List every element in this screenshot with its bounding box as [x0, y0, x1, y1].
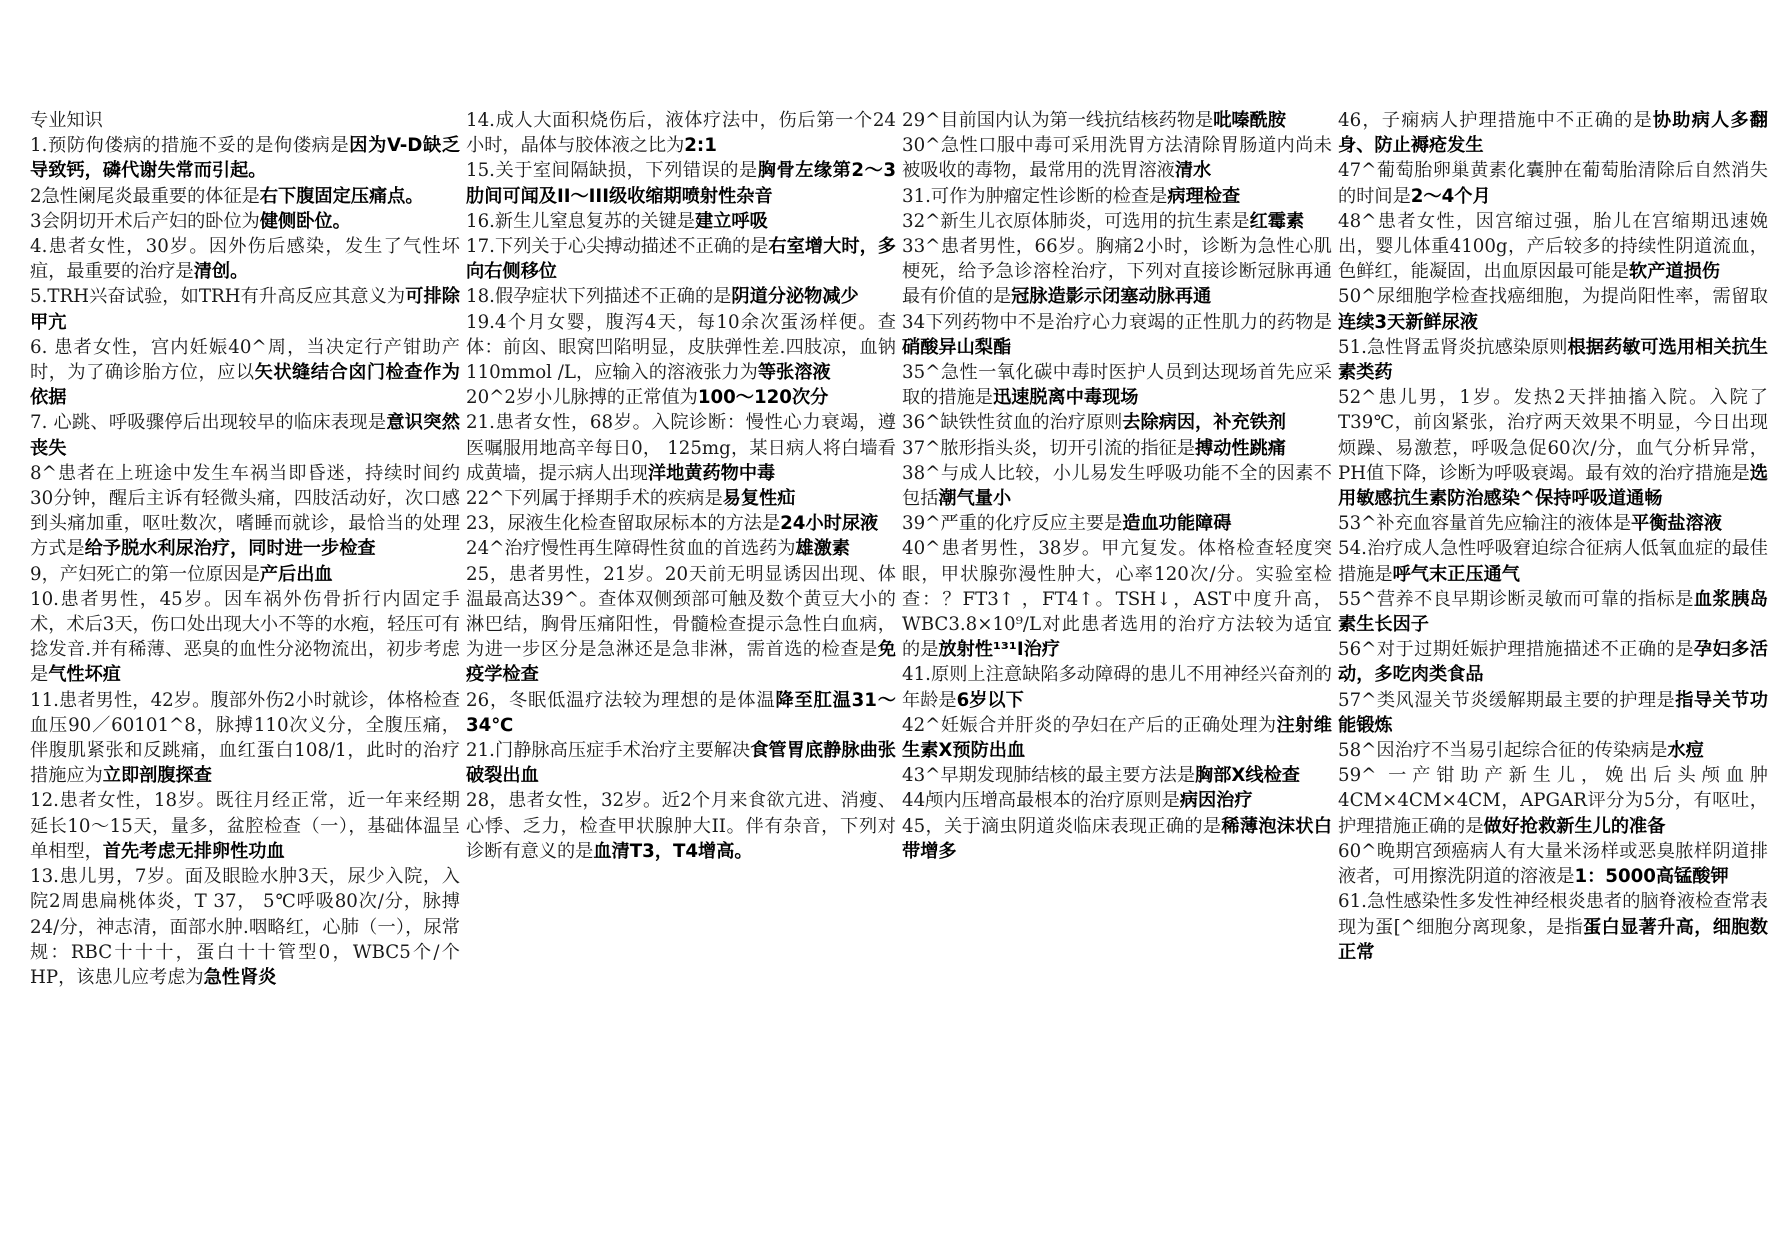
answer-text: 红霉素 — [1249, 210, 1305, 232]
answer-text: 2:1 — [684, 135, 717, 157]
answer-text: 矢状缝结合囟门检查作为依据 — [30, 362, 460, 409]
question-text: 23，尿液生化检查留取尿标本的方法是 — [466, 513, 781, 535]
question-text: 53^补充血容量首先应输注的液体是 — [1338, 513, 1632, 535]
answer-text: 协助病人多翻身、防止褥疮发生 — [1338, 110, 1768, 157]
question-text: 48^患者女性，因宫缩过强，胎儿在宫缩期迅速娩出，婴儿体重4100g，产后较多的持续性阴道流血，色鲜红，能凝固，出血原因最可能是 — [1338, 210, 1768, 283]
question-text: 17.下列关于心尖搏动描述不正确的是 — [466, 236, 769, 258]
document-page — [30, 108, 1768, 1208]
question-entry — [466, 158, 896, 208]
question-entry — [1338, 688, 1768, 738]
answer-text: 100～120次分 — [697, 387, 829, 409]
answer-text: 6岁以下 — [956, 689, 1024, 711]
answer-text: 硝酸异山梨酯 — [902, 336, 1012, 358]
answer-text: 降至肛温31～34℃ — [466, 689, 896, 736]
question-entry — [902, 662, 1332, 712]
question-entry — [466, 536, 896, 561]
answer-text: 去除病因，补充铁剂 — [1122, 412, 1286, 434]
answer-text: 食管胃底静脉曲张破裂出血 — [466, 740, 896, 787]
answer-text: 给予脱水利尿治疗，同时进一步检查 — [84, 538, 376, 560]
question-entry — [902, 461, 1332, 511]
question-entry — [1338, 284, 1768, 334]
column-1 — [30, 108, 460, 1208]
question-text: 2急性阑尾炎最重要的体征是 — [30, 185, 260, 207]
question-entry — [466, 511, 896, 536]
answer-text: 连续3天新鲜尿液 — [1338, 311, 1478, 333]
question-entry — [466, 234, 896, 284]
question-entry — [902, 763, 1332, 788]
question-entry — [1338, 158, 1768, 208]
answer-text: 潮气量小 — [938, 488, 1012, 510]
answer-text: 孕妇多活动，多吃肉类食品 — [1338, 639, 1768, 686]
answer-text: 稀薄泡沫状白带增多 — [902, 815, 1332, 862]
question-entry — [30, 587, 460, 688]
question-entry — [30, 234, 460, 284]
question-text: 35^急性一氧化碳中毒时医护人员到达现场首先应采取的措施是 — [902, 362, 1332, 409]
answer-text: 蛋白显著升高，细胞数正常 — [1338, 916, 1768, 963]
question-text: 43^早期发现肺结核的最主要方法是 — [902, 765, 1196, 787]
question-entry — [466, 410, 896, 486]
answer-text: 雄激素 — [795, 538, 850, 560]
question-text: 25，患者男性，21岁。20天前无明显诱因出现、体温最高达39^。查体双侧颈部可触及数个黄豆大小的淋巴结，胸骨压痛阳性，骨髓检查提示急性白血病，为进一步区分是急淋还是急非淋，需首选的检查是 — [466, 563, 896, 661]
answer-text: 注射维生素X预防出血 — [902, 714, 1332, 762]
question-entry — [902, 814, 1332, 864]
question-entry — [466, 385, 896, 410]
question-text: 58^因治疗不当易引起综合征的传染病是 — [1338, 740, 1668, 762]
answer-text: 清水 — [1174, 160, 1212, 182]
question-entry — [902, 184, 1332, 209]
question-entry — [30, 410, 460, 460]
question-text: 28，患者女性，32岁。近2个月来食欲亢进、消瘦、心悸、乏力，检查甲状腺肿大II。伴有杂音，下列对诊断有意义的是 — [466, 790, 896, 862]
answer-text: 清创。 — [193, 261, 249, 283]
question-text: 5.TRH兴奋试验，如TRH有升高反应其意义为 — [30, 286, 406, 308]
question-text: 1.预防佝偻病的措施不妥的是佝偻病是 — [30, 135, 350, 157]
question-text: 11.患者男性，42岁。腹部外伤2小时就诊，体格检查血压90／60101^8，脉搏110次义分，全腹压痛，伴腹肌紧张和反跳痛，血红蛋白108/1，此时的治疗措施应为 — [30, 689, 460, 787]
question-text: 40^患者男性，38岁。甲亢复发。体格检查轻度突眼，甲状腺弥漫性肿大，心率120次/分。实验室检查：？FT3↑ ，FT4↑。TSH↓，AST中度升高，WBC3.8×10⁹/L对此患者选用的治疗方法较为适宜的是 — [902, 538, 1332, 661]
question-text: 29^目前国内认为第一线抗结核药物是 — [902, 110, 1214, 131]
question-entry — [902, 511, 1332, 536]
question-entry — [1338, 536, 1768, 586]
question-entry — [902, 713, 1332, 763]
question-text: 24^治疗慢性再生障碍性贫血的首选药为 — [466, 538, 796, 560]
question-text: 36^缺铁性贫血的治疗原则 — [902, 412, 1123, 434]
question-entry — [30, 209, 460, 234]
answer-text: 等张溶液 — [757, 362, 831, 384]
question-text: 21.门静脉高压症手术治疗主要解决 — [466, 740, 751, 762]
answer-text: 可排除甲亢 — [30, 286, 460, 333]
question-entry — [30, 688, 460, 789]
question-entry — [1338, 889, 1768, 965]
answer-text: 首先考虑无排卵性功血 — [102, 840, 285, 862]
answer-text: 立即剖腹探查 — [102, 765, 212, 787]
column-3 — [902, 108, 1332, 1208]
column-4 — [1338, 108, 1768, 1208]
question-entry — [902, 360, 1332, 410]
question-text: 26，冬眠低温疗法较为理想的是体温 — [466, 689, 776, 711]
question-text: 16.新生儿窒息复苏的关键是 — [466, 210, 695, 232]
question-entry — [466, 108, 896, 158]
answer-text: 急性肾炎 — [203, 966, 277, 988]
question-text: 42^妊娠合并肝炎的孕妇在产后的正确处理为 — [902, 714, 1277, 736]
answer-text: 因为V-D缺乏导致钙，磷代谢失常而引起。 — [30, 135, 460, 182]
question-entry — [1338, 839, 1768, 889]
question-entry — [30, 562, 460, 587]
answer-text: 根据药敏可选用相关抗生素类药 — [1338, 336, 1768, 384]
answer-text: 吡嗪酰胺 — [1213, 110, 1286, 131]
question-text: 4.患者女性，30岁。因外伤后感染，发生了气性坏疽，最重要的治疗是 — [30, 236, 460, 283]
question-entry — [1338, 335, 1768, 385]
answer-text: 产后出血 — [259, 563, 333, 585]
question-entry — [466, 688, 896, 738]
question-entry — [902, 436, 1332, 461]
question-entry — [1338, 209, 1768, 285]
question-text: 20^2岁小儿脉搏的正常值为 — [466, 387, 698, 409]
question-entry — [466, 738, 896, 788]
question-text: 61.急性感染性多发性神经根炎患者的脑脊液检查常表现为蛋[^细胞分离现象，是指 — [1338, 891, 1768, 938]
answer-text: 右下腹固定压痛点。 — [259, 185, 424, 207]
question-text: 6. 患者女性，宫内妊娠40^周，当决定行产钳助产时，为了确诊胎方位，应以 — [30, 336, 460, 384]
answer-text: 做好抢救新生儿的准备 — [1483, 815, 1666, 837]
answer-text: 病理检查 — [1167, 185, 1241, 207]
question-entry — [1338, 738, 1768, 763]
answer-text: 气性坏疽 — [48, 664, 121, 686]
question-entry — [1338, 385, 1768, 511]
question-text: 32^新生儿衣原体肺炎，可选用的抗生素是 — [902, 210, 1250, 232]
question-entry — [902, 209, 1332, 234]
question-entry — [30, 133, 460, 183]
question-entry — [1338, 108, 1768, 158]
question-entry — [1338, 637, 1768, 687]
question-text: 34下列药物中不是治疗心力衰竭的正性肌力的药物是 — [902, 311, 1332, 333]
question-entry — [902, 310, 1332, 360]
question-entry — [902, 788, 1332, 813]
question-text: 60^晚期宫颈癌病人有大量米汤样或恶臭脓样阴道排液者，可用擦洗阴道的溶液是 — [1338, 840, 1768, 888]
column-2 — [466, 108, 896, 1208]
question-text: 38^与成人比较，小儿易发生呼吸功能不全的因素不包括 — [902, 462, 1332, 510]
question-text: 50^尿细胞学检查找癌细胞，为提尚阳性率，需留取 — [1338, 286, 1768, 308]
question-text: 19.4个月女婴，腹泻4天，每10余次蛋汤样便。查体：前囟、眼窝凹陷明显，皮肤弹性差.四肢凉，血钠110mmol /L，应输入的溶液张力为 — [466, 311, 896, 384]
answer-text: 呼气末正压通气 — [1392, 563, 1520, 585]
answer-text: 迅速脱离中毒现场 — [992, 387, 1139, 409]
question-entry — [902, 536, 1332, 662]
question-text: 8^患者在上班途中发生车祸当即昏迷，持续时间约30分钟，醒后主诉有轻微头痛，四肢活动好，次口感到头痛加重，呕吐数次，嗜睡而就诊，最恰当的处理方式是 — [30, 462, 460, 560]
question-text: 37^脓形指头炎，切开引流的指征是 — [902, 437, 1196, 459]
question-entry — [30, 184, 460, 209]
question-entry — [30, 461, 460, 562]
answer-text: 搏动性跳痛 — [1195, 437, 1286, 459]
question-text: 15.关于室间隔缺损，下列错误的是 — [466, 160, 758, 182]
answer-text: 右室增大时，多向右侧移位 — [466, 236, 896, 283]
answer-text: 建立呼吸 — [695, 210, 768, 232]
question-text: 39^严重的化疗反应主要是 — [902, 513, 1123, 535]
answer-text: 易复性疝 — [722, 488, 796, 510]
answer-text: 胸部X线检查 — [1195, 765, 1300, 787]
question-entry — [30, 864, 460, 990]
answer-text: 选用敏感抗生素防治感染^保持呼吸道通畅 — [1338, 462, 1768, 510]
answer-text: 指导关节功能锻炼 — [1338, 689, 1768, 736]
question-entry — [466, 310, 896, 386]
question-entry — [902, 108, 1332, 133]
question-entry — [466, 209, 896, 234]
question-entry — [466, 284, 896, 309]
question-text: 12.患者女性，18岁。既往月经正常，近一年来经期延长10～15天，量多，盆腔检查（一），基础体温呈单相型， — [30, 790, 460, 862]
question-text: 7. 心跳、呼吸骤停后出现较早的临床表现是 — [30, 412, 387, 434]
question-entry — [1338, 511, 1768, 536]
question-text: 56^对于过期妊娠护理措施描述不正确的是 — [1338, 639, 1694, 661]
answer-text: 病因治疗 — [1179, 790, 1253, 812]
question-text: 45，关于滴虫阴道炎临床表现正确的是 — [902, 815, 1222, 837]
answer-text: 水痘 — [1667, 740, 1704, 762]
question-entry — [466, 562, 896, 688]
answer-text: 洋地黄药物中毒 — [647, 462, 776, 484]
answer-text: 意识突然丧失 — [30, 412, 460, 459]
question-text: 13.患儿男，7岁。面及眼睑水肿3天，尿少入院，入院2周患扁桃体炎，T 37， 5℃呼吸80次/分，脉搏24/分，神志清，面部水肿.咽略红，心肺（一），尿常规：RBC十十十，蛋白十十管型0，WBC5个/个HP，该患儿应考虑为 — [30, 866, 460, 988]
question-text: 22^下列属于择期手术的疾病是 — [466, 488, 723, 510]
answer-text: 血清T3，T4增高。 — [593, 840, 753, 862]
answer-text: 阴道分泌物减少 — [731, 286, 859, 308]
answer-text: 软产道损伤 — [1629, 261, 1720, 283]
question-text: 52^患儿男，1岁。发热2天拌抽搐入院。入院了T39℃，前囟紧张，治疗两天效果不明显，今日出现烦躁、易激惹，呼吸急促60次/分，血气分析异常， PH值下降，诊断为呼吸衰竭。最有效的治疗措施是 — [1338, 387, 1768, 484]
question-text: 18.假孕症状下列描述不正确的是 — [466, 286, 732, 308]
question-entry — [30, 335, 460, 411]
question-text: 14.成人大面积烧伤后，液体疗法中，伤后第一个24小时，晶体与胶体液之比为 — [466, 110, 896, 157]
answer-text: 血浆胰岛素生长因子 — [1338, 588, 1768, 636]
question-text: 59^ 一产钳助产新生儿，娩出后头颅血肿4CM×4CM×4CM，APGAR评分为5分，有呕吐，护理措施正确的是 — [1338, 765, 1768, 837]
answer-text: 造血功能障碍 — [1122, 513, 1232, 535]
question-text: 54.治疗成人急性呼吸窘迫综合征病人低氧血症的最佳措施是 — [1338, 538, 1768, 585]
answer-text: 放射性¹³¹I治疗 — [938, 639, 1060, 661]
question-entry — [1338, 763, 1768, 839]
question-entry — [1338, 587, 1768, 637]
question-text: 31.可作为肿瘤定性诊断的检查是 — [902, 185, 1168, 207]
question-text: 41.原则上注意缺陷多动障碍的患儿不用神经兴奋剂的年龄是 — [902, 664, 1332, 711]
question-text: 51.急性肾盂肾炎抗感染原则 — [1338, 336, 1568, 358]
question-text: 9，产妇死亡的第一位原因是 — [30, 563, 260, 585]
answer-text: 24小时尿液 — [780, 513, 879, 535]
answer-text: 健侧卧位。 — [259, 210, 351, 232]
answer-text: 平衡盐溶液 — [1631, 513, 1722, 535]
question-text: 47^葡萄胎卵巢黄素化囊肿在葡萄胎清除后自然消失的时间是 — [1338, 160, 1768, 207]
question-text: 30^急性口服中毒可采用洗胃方法清除胃肠道内尚未被吸收的毒物，最常用的洗胃溶液 — [902, 135, 1332, 182]
question-entry — [902, 410, 1332, 435]
question-text: 46，子痫病人护理措施中不正确的是 — [1338, 110, 1653, 131]
document-heading: 专业知识 — [30, 110, 103, 131]
question-entry — [30, 284, 460, 334]
question-text: 3会阴切开术后产妇的卧位为 — [30, 210, 260, 232]
answer-text: 冠脉造影示闭塞动脉再通 — [1011, 286, 1212, 308]
question-entry — [466, 486, 896, 511]
question-text: 10.患者男性，45岁。因车祸外伤骨折行内固定手术，术后3天，伤口处出现大小不等的水疱，轻压可有捻发音.并有稀薄、恶臭的血性分泌物流出，初步考虑是 — [30, 588, 460, 686]
answer-text: 胸骨左缘第2～3肋间可闻及II～III级收缩期喷射性杂音 — [466, 160, 896, 207]
answer-text: 免疫学检查 — [466, 639, 896, 686]
question-text: 33^患者男性，66岁。胸痛2小时，诊断为急性心肌梗死，给予急诊溶栓治疗，下列对直接诊断冠脉再通最有价值的是 — [902, 236, 1332, 308]
question-entry — [902, 133, 1332, 183]
question-text: 21.患者女性，68岁。入院诊断：慢性心力衰竭，遵医嘱服用地高辛每日0， 125mg，某日病人将白墙看成黄墙，提示病人出现 — [466, 412, 896, 484]
question-entry — [466, 788, 896, 864]
answer-text: 1：5000高锰酸钾 — [1574, 866, 1729, 888]
question-text: 55^营养不良早期诊断灵敏而可靠的指标是 — [1338, 588, 1694, 610]
answer-text: 2～4个月 — [1410, 185, 1491, 207]
question-text: 44颅内压增高最根本的治疗原则是 — [902, 790, 1180, 812]
question-entry — [902, 234, 1332, 310]
question-text: 57^类风湿关节炎缓解期最主要的护理是 — [1338, 689, 1676, 711]
question-entry — [30, 788, 460, 864]
